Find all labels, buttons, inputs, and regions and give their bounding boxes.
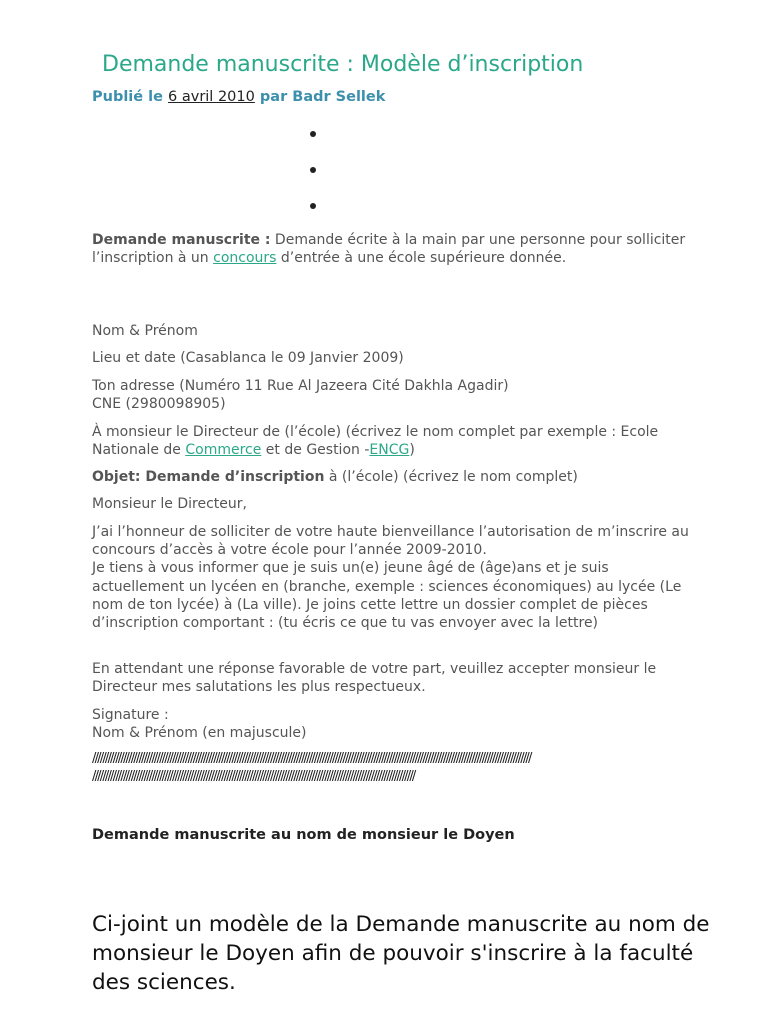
closing-paragraph: En attendant une réponse favorable de votre part, veuillez accepter monsieur le Directeur mes salutations les plus respectueux. [92, 661, 657, 696]
intro-paragraph [92, 231, 692, 267]
separator-line-2: ///////////////////////////////////////////////////////////////////////////////////////////////////////////////////////////// [92, 769, 415, 784]
author: par Badr Sellek [254, 89, 386, 105]
concours-link[interactable]: concours [213, 250, 277, 267]
signature-label: Signature : [92, 707, 169, 723]
signature-block [92, 706, 692, 742]
object-line [92, 468, 692, 486]
main-paragraph [92, 523, 692, 632]
main-paragraph-line-2: Je tiens à vous informer que je suis un(e) jeune âgé de (âge)ans et je suis actuellement un lycéen en (branche, exemple : sciences économiques) au lycée (Le nom de ton lycée) à (La ville). Je joins cette lettre un dossier complet de pièces d’inscription comportant : (tu écris ce que tu vas envoyer avec la lettre) [92, 560, 682, 632]
recipient-text-end: ) [409, 442, 415, 459]
bullet-icon [310, 131, 316, 137]
encg-link[interactable]: ENCG [369, 442, 410, 459]
place-date-line: Lieu et date (Casablanca le 09 Janvier 2009) [92, 350, 404, 366]
publish-date-link[interactable]: 6 avril 2010 [168, 89, 255, 105]
recipient-paragraph [92, 423, 692, 459]
recipient-text-mid: et de Gestion - [261, 442, 370, 459]
bullet-icon [310, 203, 316, 209]
recipient-text: À monsieur le Directeur de (l’école) (écrivez le nom complet par exemple : Ecole Nationale de [92, 424, 659, 459]
separator-line-1: ////////////////////////////////////////////////////////////////////////////////////////////////////////////////////////////////////////////////////////////////////////// [92, 751, 531, 766]
bullet-icon [310, 167, 316, 173]
salutation-line: Monsieur le Directeur, [92, 496, 247, 512]
doyen-heading: Demande manuscrite au nom de monsieur le Doyen [92, 827, 515, 843]
separator-line [92, 750, 692, 786]
published-prefix: Publié le [92, 89, 169, 105]
main-paragraph-line-1: J’ai l’honneur de solliciter de votre haute bienveillance l’autorisation de m’inscrire au concours d’accès à votre école pour l’année 2009-2010. [92, 524, 689, 559]
address-line: Ton adresse (Numéro 11 Rue Al Jazeera Cité Dakhla Agadir) [92, 378, 509, 394]
closing-note: Ci-joint un modèle de la Demande manuscrite au nom de monsieur le Doyen afin de pouvoir s'inscrire à la faculté des sciences. [92, 912, 710, 995]
signature-name: Nom & Prénom (en majuscule) [92, 725, 307, 742]
name-line: Nom & Prénom [92, 323, 198, 339]
page-title: Demande manuscrite : Modèle d’inscription [102, 52, 584, 77]
cne-line: CNE (2980098905) [92, 396, 226, 413]
object-text: à (l’école) (écrivez le nom complet) [324, 469, 578, 485]
commerce-link[interactable]: Commerce [185, 442, 262, 459]
intro-term: Demande manuscrite : [92, 232, 271, 248]
intro-text-end: d’entrée à une école supérieure donnée. [276, 250, 567, 267]
address-block [92, 377, 692, 413]
post-meta [92, 89, 385, 105]
object-label: Objet: Demande d’inscription [92, 469, 325, 485]
intro-text: Demande écrite à la main par une personne pour solliciter l’inscription à un [92, 232, 686, 267]
